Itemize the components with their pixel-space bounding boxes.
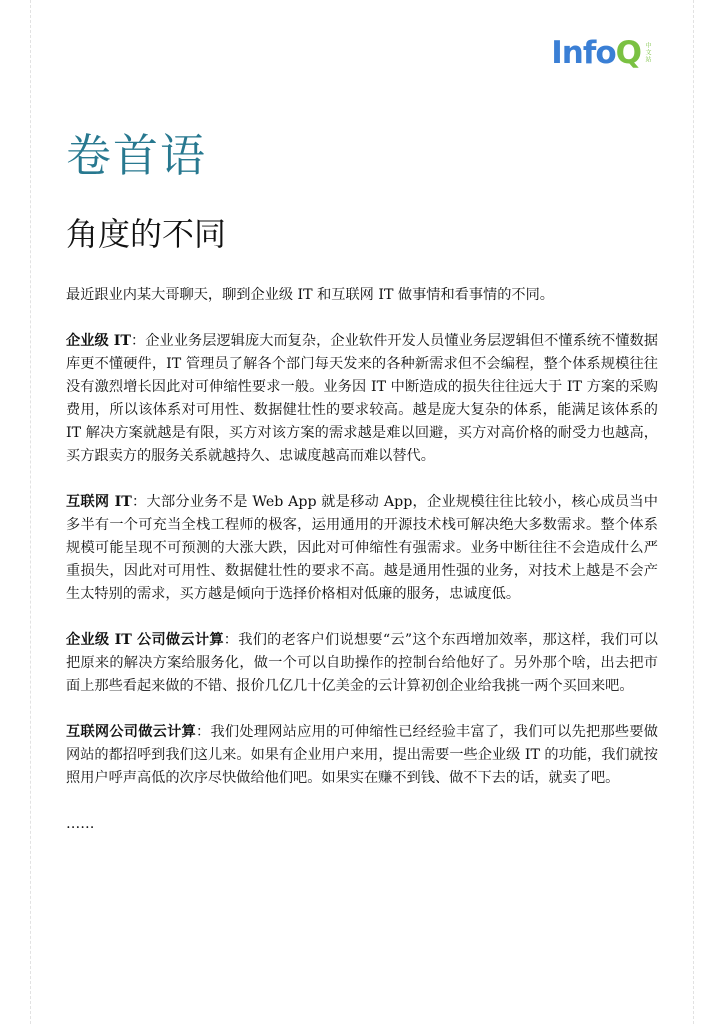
paragraph-body: ：企业业务层逻辑庞大而复杂，企业软件开发人员懂业务层逻辑但不懂系统不懂数据库更不懂硬件，IT 管理员了解各个部门每天发来的各种新需求但不会编程，整个体系规模往往没有激烈增长因此对可伸缩性要求一般。业务因 IT 中断造成的损失往往远大于 IT 方案的采购费用，所以该体系对可用性、数据健壮性的要求较高。越是庞大复杂的体系，能满足该体系的 IT 解决方案就越是有限，买方对该方案的需求越是难以回避，买方对高价格的耐受力也越高，买方跟卖方的服务关系就越持久、忠诚度越高而难以替代。 [66,333,658,464]
logo-text: InfoQ [551,35,641,71]
paragraph-lead: 互联网 IT [66,494,132,510]
paragraph-internet-it [66,491,658,606]
article-title: 角度的不同 [66,215,227,253]
intro-paragraph: 最近跟业内某大哥聊天，聊到企业级 IT 和互联网 IT 做事情和看事情的不同。 [66,287,554,303]
paragraph-lead: 企业级 IT [66,333,131,349]
paragraph-enterprise-cloud [66,629,658,698]
paragraph-internet-cloud [66,721,658,790]
ellipsis: …… [66,816,95,832]
infoq-logo [551,34,652,72]
logo-subtitle: 中文站 [644,42,651,63]
paragraph-body: ：大部分业务不是 Web App 就是移动 App，企业规模往往比较小，核心成员当中多半有一个可充当全栈工程师的极客，运用通用的开源技术栈可解决绝大多数需求。整个体系规模可能呈现不可预测的大涨大跌，因此对可伸缩性有强需求。业务中断往往不会造成什么严重损失，因此对可用性、数据健壮性的要求不高。越是通用性强的业务，对技术上越是不会产生太特别的需求，买方越是倾向于选择价格相对低廉的服务，忠诚度低。 [66,494,658,602]
paragraph-enterprise-it [66,330,658,468]
paragraph-lead: 互联网公司做云计算 [66,724,197,740]
paragraph-body: ：我们的老客户们说想要“云”这个东西增加效率，那这样，我们可以把原来的解决方案给服务化，做一个可以自助操作的控制台给他好了。另外那个啥，出去把市面上那些看起来做的不错、报价几亿几十亿美金的云计算初创企业给我挑一两个买回来吧。 [66,632,658,694]
section-title: 卷首语 [66,129,208,182]
article-body [66,284,658,836]
paragraph-body: ：我们处理网站应用的可伸缩性已经经验丰富了，我们可以先把那些要做网站的都招呼到我们这儿来。如果有企业用户来用，提出需要一些企业级 IT 的功能，我们就按照用户呼声高低的次序尽快做给他们吧。如果实在赚不到钱、做不下去的话，就卖了吧。 [66,724,658,786]
paragraph-lead: 企业级 IT 公司做云计算 [66,632,224,648]
